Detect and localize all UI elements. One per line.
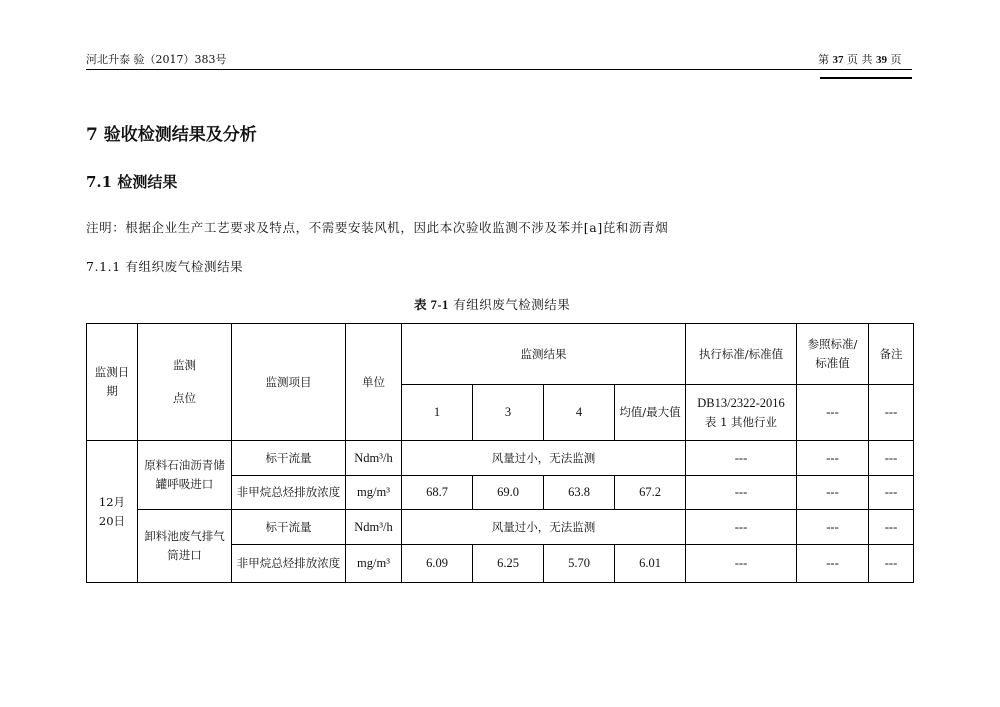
remark-cell: --- — [869, 441, 914, 476]
table-caption — [414, 295, 570, 313]
value-cell: 6.09 — [402, 545, 473, 583]
avg-cell: 67.2 — [615, 476, 686, 510]
header-unit: 单位 — [346, 324, 402, 441]
header-date: 监测日期 — [87, 324, 138, 441]
subsection-heading: 7.1 检测结果 — [86, 173, 178, 191]
flow-result-cell: 风量过小，无法监测 — [402, 510, 686, 545]
ref-cell: --- — [797, 545, 869, 583]
table-row — [87, 441, 914, 476]
value-cell: 69.0 — [473, 476, 544, 510]
ref-cell: --- — [797, 476, 869, 510]
table-caption-text: 有组织废气检测结果 — [453, 297, 571, 312]
standard-value — [686, 385, 797, 441]
header-sample-3: 3 — [473, 385, 544, 441]
note-paragraph: 注明：根据企业生产工艺要求及特点，不需要安装风机，因此本次验收监测不涉及苯并[a]芘和沥青烟 — [86, 220, 669, 235]
page-prefix: 第 — [818, 53, 829, 66]
standard-code: DB13/2322-2016 — [697, 395, 785, 410]
flow-result-cell: 风量过小，无法监测 — [402, 441, 686, 476]
unit-cell: Ndm³/h — [346, 510, 402, 545]
standard-table: 表 1 其他行业 — [704, 414, 778, 429]
table-caption-number: 表 7-1 — [414, 298, 449, 312]
avg-cell: 6.01 — [615, 545, 686, 583]
item-cell: 非甲烷总烃排放浓度 — [232, 476, 346, 510]
unit-cell: mg/m³ — [346, 476, 402, 510]
header-avg: 均值/最大值 — [615, 385, 686, 441]
date-cell: 12月20日 — [87, 441, 138, 583]
value-cell: 68.7 — [402, 476, 473, 510]
remark-cell: --- — [869, 545, 914, 583]
table-row — [87, 510, 914, 545]
header-row — [87, 324, 914, 385]
ref-cell: --- — [797, 510, 869, 545]
ref-cell: --- — [797, 441, 869, 476]
unit-cell: Ndm³/h — [346, 441, 402, 476]
remark-cell: --- — [869, 476, 914, 510]
page-indicator — [818, 51, 902, 67]
std-cell: --- — [686, 476, 797, 510]
remark-value: --- — [869, 385, 914, 441]
value-cell: 6.25 — [473, 545, 544, 583]
page-mid: 页 共 — [847, 53, 873, 66]
std-cell: --- — [686, 510, 797, 545]
header-rule — [86, 69, 912, 70]
ref-value: --- — [797, 385, 869, 441]
item-cell: 标干流量 — [232, 441, 346, 476]
header-standard: 执行标准/标准值 — [686, 324, 797, 385]
header-results: 监测结果 — [402, 324, 686, 385]
point-cell: 卸料池废气排气筒进口 — [138, 510, 232, 583]
sub-subsection-heading: 7.1.1 有组织废气检测结果 — [86, 259, 244, 274]
header-short-rule — [820, 77, 912, 79]
item-cell: 非甲烷总烃排放浓度 — [232, 545, 346, 583]
header-point-line2: 点位 — [173, 391, 196, 405]
unit-cell: mg/m³ — [346, 545, 402, 583]
header-point — [138, 324, 232, 441]
header-ref: 参照标准/标准值 — [797, 324, 869, 385]
value-cell: 5.70 — [544, 545, 615, 583]
header-point-line1: 监测 — [173, 358, 196, 372]
document-reference: 河北升泰 验（2017）383号 — [86, 53, 227, 66]
header-item: 监测项目 — [232, 324, 346, 441]
item-cell: 标干流量 — [232, 510, 346, 545]
std-cell: --- — [686, 441, 797, 476]
header-sample-4: 4 — [544, 385, 615, 441]
section-heading: 7 验收检测结果及分析 — [86, 125, 257, 145]
std-cell: --- — [686, 545, 797, 583]
value-cell: 63.8 — [544, 476, 615, 510]
remark-cell: --- — [869, 510, 914, 545]
page-total: 39 — [876, 54, 887, 66]
header-sample-1: 1 — [402, 385, 473, 441]
page-suffix: 页 — [890, 53, 902, 66]
results-table — [86, 323, 914, 583]
page-current: 37 — [832, 54, 844, 66]
header-remark: 备注 — [869, 324, 914, 385]
point-cell: 原料石油沥青储罐呼吸进口 — [138, 441, 232, 510]
